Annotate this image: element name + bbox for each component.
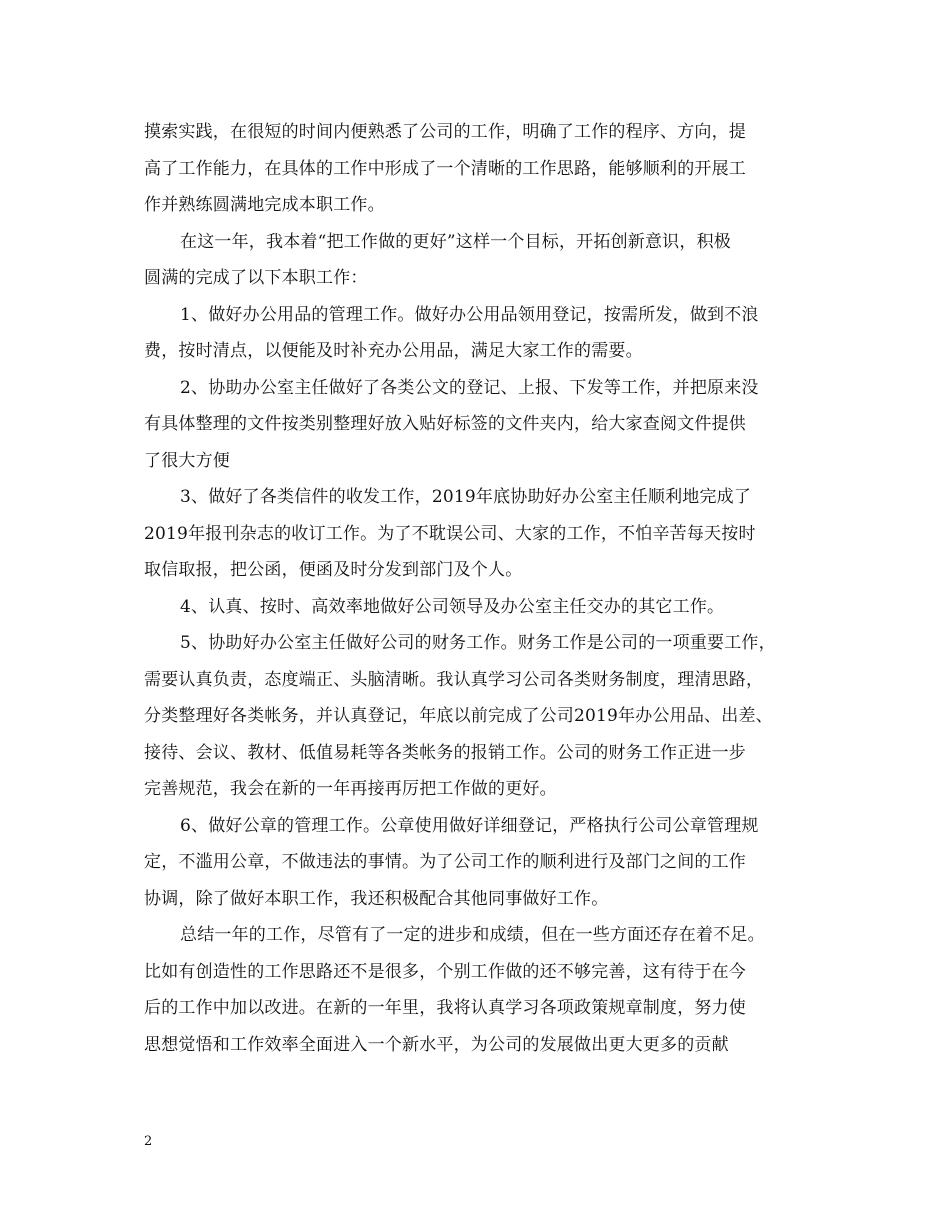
text-line: 比如有创造性的工作思路还不是很多，个别工作做的还不够完善，这有待于在今 [144, 961, 746, 982]
text-line: 接待、会议、教材、低值易耗等各类帐务的报销工作。公司的财务工作正进一步 [144, 742, 746, 763]
text-line: 3、做好了各类信件的收发工作，2019年底协助好办公室主任顺利地完成了 [180, 487, 752, 507]
document-body [144, 114, 808, 1063]
text-line: 2、协助办公室主任做好了各类公文的登记、上报、下发等工作，并把原来没 [180, 377, 759, 398]
text-line: 费，按时清点，以便能及时补充办公用品，满足大家工作的需要。 [144, 341, 643, 361]
text-line: 了很大方便 [144, 450, 230, 471]
text-line: 总结一年的工作，尽管有了一定的进步和成绩，但在一些方面还存在着不足。 [180, 925, 765, 945]
text-line: 6、做好公章的管理工作。公章使用做好详细登记，严格执行公司公章管理规 [180, 815, 759, 836]
text-line: 后的工作中加以改进。在新的一年里，我将认真学习各项政策规章制度，努力使 [144, 998, 746, 1018]
text-line: 在这一年，我本着“把工作做的更好”这样一个目标，开拓创新意识，积极 [180, 231, 731, 252]
text-line: 思想觉悟和工作效率全面进入一个新水平，为公司的发展做出更大更多的贡献 [144, 1034, 729, 1055]
text-line: 圆满的完成了以下本职工作： [144, 268, 368, 288]
text-line: 2019年报刊杂志的收订工作。为了不耽误公司、大家的工作，不怕辛苦每天按时 [144, 523, 756, 544]
text-line: 协调，除了做好本职工作，我还积极配合其他同事做好工作。 [144, 888, 609, 909]
text-line: 高了工作能力，在具体的工作中形成了一个清晰的工作思路，能够顺利的开展工 [144, 158, 746, 179]
text-line: 需要认真负责，态度端正、头脑清晰。我认真学习公司各类财务制度，理清思路， [144, 669, 764, 690]
text-line: 摸索实践，在很短的时间内便熟悉了公司的工作，明确了工作的程序、方向，提 [144, 122, 746, 142]
text-line: 定，不滥用公章，不做违法的事情。为了公司工作的顺利进行及部门之间的工作 [144, 852, 746, 872]
text-line: 4、认真、按时、高效率地做好公司领导及办公室主任交办的其它工作。 [180, 596, 725, 617]
text-line: 有具体整理的文件按类别整理好放入贴好标签的文件夹内，给大家查阅文件提供 [144, 414, 746, 434]
text-line: 1、做好办公用品的管理工作。做好办公用品领用登记，按需所发，做到不浪 [180, 304, 759, 325]
text-line: 取信取报，把公函，便函及时分发到部门及个人。 [144, 560, 523, 580]
text-line: 分类整理好各类帐务，并认真登记，年底以前完成了公司2019年办公用品、出差、 [144, 706, 773, 726]
text-line: 5、协助好办公室主任做好公司的财务工作。财务工作是公司的一项重要工作， [180, 633, 776, 653]
text-line: 完善规范，我会在新的一年再接再厉把工作做的更好。 [144, 779, 557, 799]
text-line: 作并熟练圆满地完成本职工作。 [144, 195, 385, 215]
page-number: 2 [144, 1134, 153, 1149]
